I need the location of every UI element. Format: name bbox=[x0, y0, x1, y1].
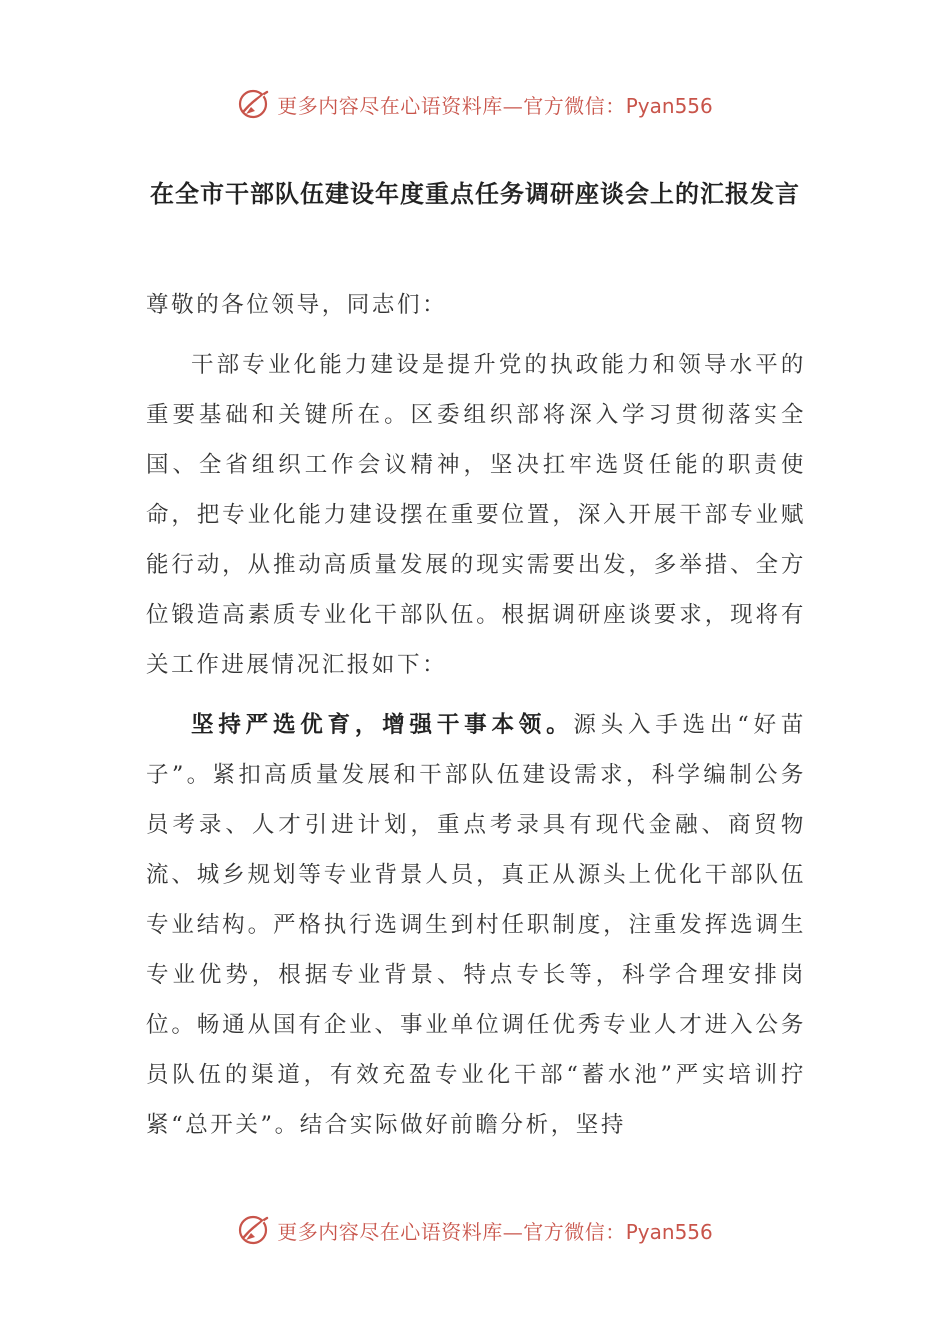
document-title: 在全市干部队伍建设年度重点任务调研座谈会上的汇报发言 bbox=[150, 180, 800, 208]
banner-slogan: 更多内容尽在心语资料库— bbox=[277, 1219, 524, 1244]
intro-paragraph: 干部专业化能力建设是提升党的执政能力和领导水平的重要基础和关键所在。区委组织部将深入学习贯彻落实全国、全省组织工作会议精神，坚决扛牢选贤任能的职责使命，把专业化能力建设摆在重要位置，深入开展干部专业赋能行动，从推动高质量发展的现实需要出发，多举措、全方位锻造高素质专业化干部队伍。根据调研座谈要求，现将有关工作进展情况汇报如下： bbox=[146, 352, 806, 678]
document-body bbox=[146, 280, 806, 1150]
header-watermark-banner bbox=[0, 84, 950, 124]
pen-logo-icon bbox=[237, 87, 271, 121]
banner-wechat-id: Pyan556 bbox=[625, 93, 713, 118]
banner-wechat-label: 官方微信： bbox=[523, 93, 626, 118]
section1-paragraph bbox=[146, 700, 806, 1150]
banner-wechat-label: 官方微信： bbox=[523, 1219, 626, 1244]
banner-slogan: 更多内容尽在心语资料库— bbox=[277, 93, 524, 118]
pen-logo-icon bbox=[237, 1213, 271, 1247]
footer-watermark-banner bbox=[0, 1210, 950, 1250]
banner-wechat-id: Pyan556 bbox=[625, 1219, 713, 1244]
section1-text: 源头入手选出“好苗子”。紧扣高质量发展和干部队伍建设需求，科学编制公务员考录、人才引进计划，重点考录具有现代金融、商贸物流、城乡规划等专业背景人员，真正从源头上优化干部队伍专业结构。严格执行选调生到村任职制度，注重发挥选调生专业优势，根据专业背景、特点专长等，科学合理安排岗位。畅通从国有企业、事业单位调任优秀专业人才进入公务员队伍的渠道，有效充盈专业化干部“蓄水池”严实培训拧紧“总开关”。结合实际做好前瞻分析，坚持 bbox=[146, 712, 806, 1138]
salutation: 尊敬的各位领导，同志们： bbox=[146, 292, 448, 318]
section1-lead: 坚持严选优育，增强干事本领。 bbox=[191, 712, 574, 738]
